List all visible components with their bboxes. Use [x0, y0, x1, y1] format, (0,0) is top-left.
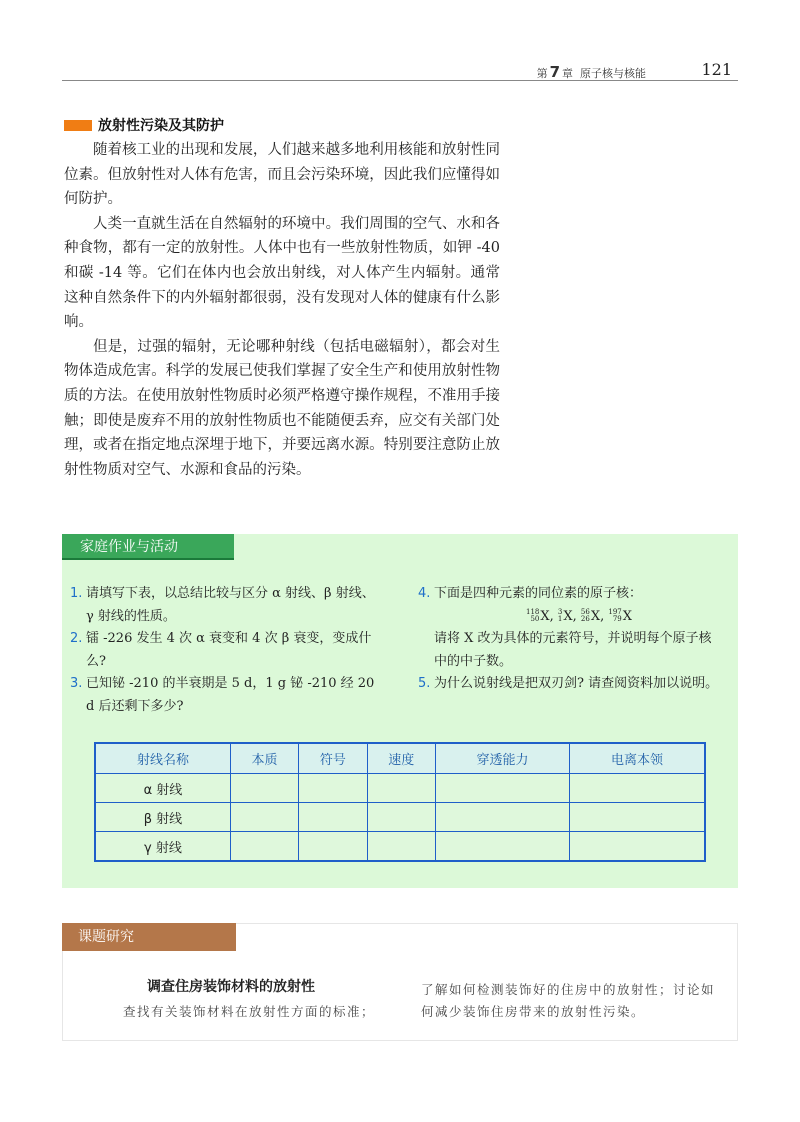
research-box: [62, 923, 738, 1041]
table-cell[interactable]: [367, 803, 435, 832]
page-number: 121: [701, 60, 732, 79]
question-5: 5. 为什么说射线是把双刃剑? 请查阅资料加以说明。: [418, 676, 719, 691]
ray-properties-table: [94, 742, 706, 862]
table-cell[interactable]: [299, 803, 367, 832]
table-header-cell: 穿透能力: [435, 743, 569, 774]
question-3: 3. 已知铋 -210 的半衰期是 5 d，1 g 铋 -210 经 20 d 后还剩下多少?: [70, 676, 375, 714]
paragraph: 随着核工业的出现和发展，人们越来越多地利用核能和放射性同位素。但放射性对人体有危害，而且会污染环境，因此我们应懂得如何防护。: [64, 142, 500, 208]
table-cell[interactable]: [435, 832, 569, 862]
table-cell: β 射线: [95, 803, 230, 832]
table-cell[interactable]: [367, 832, 435, 862]
homework-box: [62, 534, 738, 888]
research-left-text: 查找有关装饰材料在放射性方面的标准；: [123, 1004, 376, 1019]
research-right-text: 了解如何检测装饰好的住房中的放射性；讨论如何减少装饰住房带来的放射性污染。: [421, 982, 716, 1019]
table-cell[interactable]: [570, 832, 705, 862]
table-header-cell: 电离本领: [570, 743, 705, 774]
homework-tab-label: 家庭作业与活动: [62, 534, 234, 560]
table-header-cell: 符号: [299, 743, 367, 774]
table-cell[interactable]: [299, 774, 367, 803]
table-cell[interactable]: [230, 832, 298, 862]
table-cell[interactable]: [299, 832, 367, 862]
question-4: 4. 下面是四种元素的同位素的原子核： 118 50 X, 3 1 X, 56 26 X, 197 79 X 请将 X 改为具体的元素符号，并说明每个原子核中的中子数。: [434, 583, 724, 673]
paragraph: 但是，过强的辐射，无论哪种射线（包括电磁辐射），都会对生物体造成危害。科学的发展已使我们掌握了安全生产和使用放射性物质的方法。在使用放射性物质时必须严格遵守操作规程，不准用手接触；即使是废弃不用的放射性物质也不能随便丢弃，应交有关部门处理，或者在指定地点深埋于地下，并要远离水源。特别要注意防止放射性物质对空气、水源和食品的污染。: [64, 338, 500, 478]
table-cell[interactable]: [367, 774, 435, 803]
chapter-label: 第 7 章 原子核与核能: [536, 63, 646, 81]
question-2: 2. 镭 -226 发生 4 次 α 衰变和 4 次 β 衰变，变成什么?: [70, 631, 372, 669]
table-header-row: [95, 743, 705, 774]
table-header-cell: 本质: [230, 743, 298, 774]
paragraph: 人类一直就生活在自然辐射的环境中。我们周围的空气、水和各种食物，都有一定的放射性。人体中也有一些放射性物质，如钾 -40 和碳 -14 等。它们在体内也会放出射线，对人体产生内辐射。通常这种自然条件下的内外辐射都很弱，没有发现对人体的健康有什么影响。: [64, 215, 500, 331]
table-cell[interactable]: [570, 803, 705, 832]
research-tab-label: 课题研究: [62, 923, 236, 951]
table-cell[interactable]: [435, 803, 569, 832]
table-cell[interactable]: [230, 803, 298, 832]
table-header-cell: 射线名称: [95, 743, 230, 774]
table-row: [95, 774, 705, 803]
table-row: [95, 803, 705, 832]
page-header: [62, 60, 738, 81]
table-cell[interactable]: [230, 774, 298, 803]
isotope-list: 118 50 X, 3 1 X, 56 26 X, 197 79 X: [526, 608, 632, 624]
body-text: [64, 138, 500, 482]
research-title: 调查住房装饰材料的放射性: [147, 979, 315, 995]
table-cell[interactable]: [570, 774, 705, 803]
chapter-title: 原子核与核能: [580, 67, 646, 80]
section-marker: [64, 120, 92, 131]
table-header-cell: 速度: [367, 743, 435, 774]
table-cell: γ 射线: [95, 832, 230, 862]
table-row: [95, 832, 705, 862]
question-1: 1. 请填写下表，以总结比较与区分 α 射线、β 射线、γ 射线的性质。: [70, 586, 375, 624]
section-title: 放射性污染及其防护: [64, 115, 224, 135]
table-cell: α 射线: [95, 774, 230, 803]
table-cell[interactable]: [435, 774, 569, 803]
